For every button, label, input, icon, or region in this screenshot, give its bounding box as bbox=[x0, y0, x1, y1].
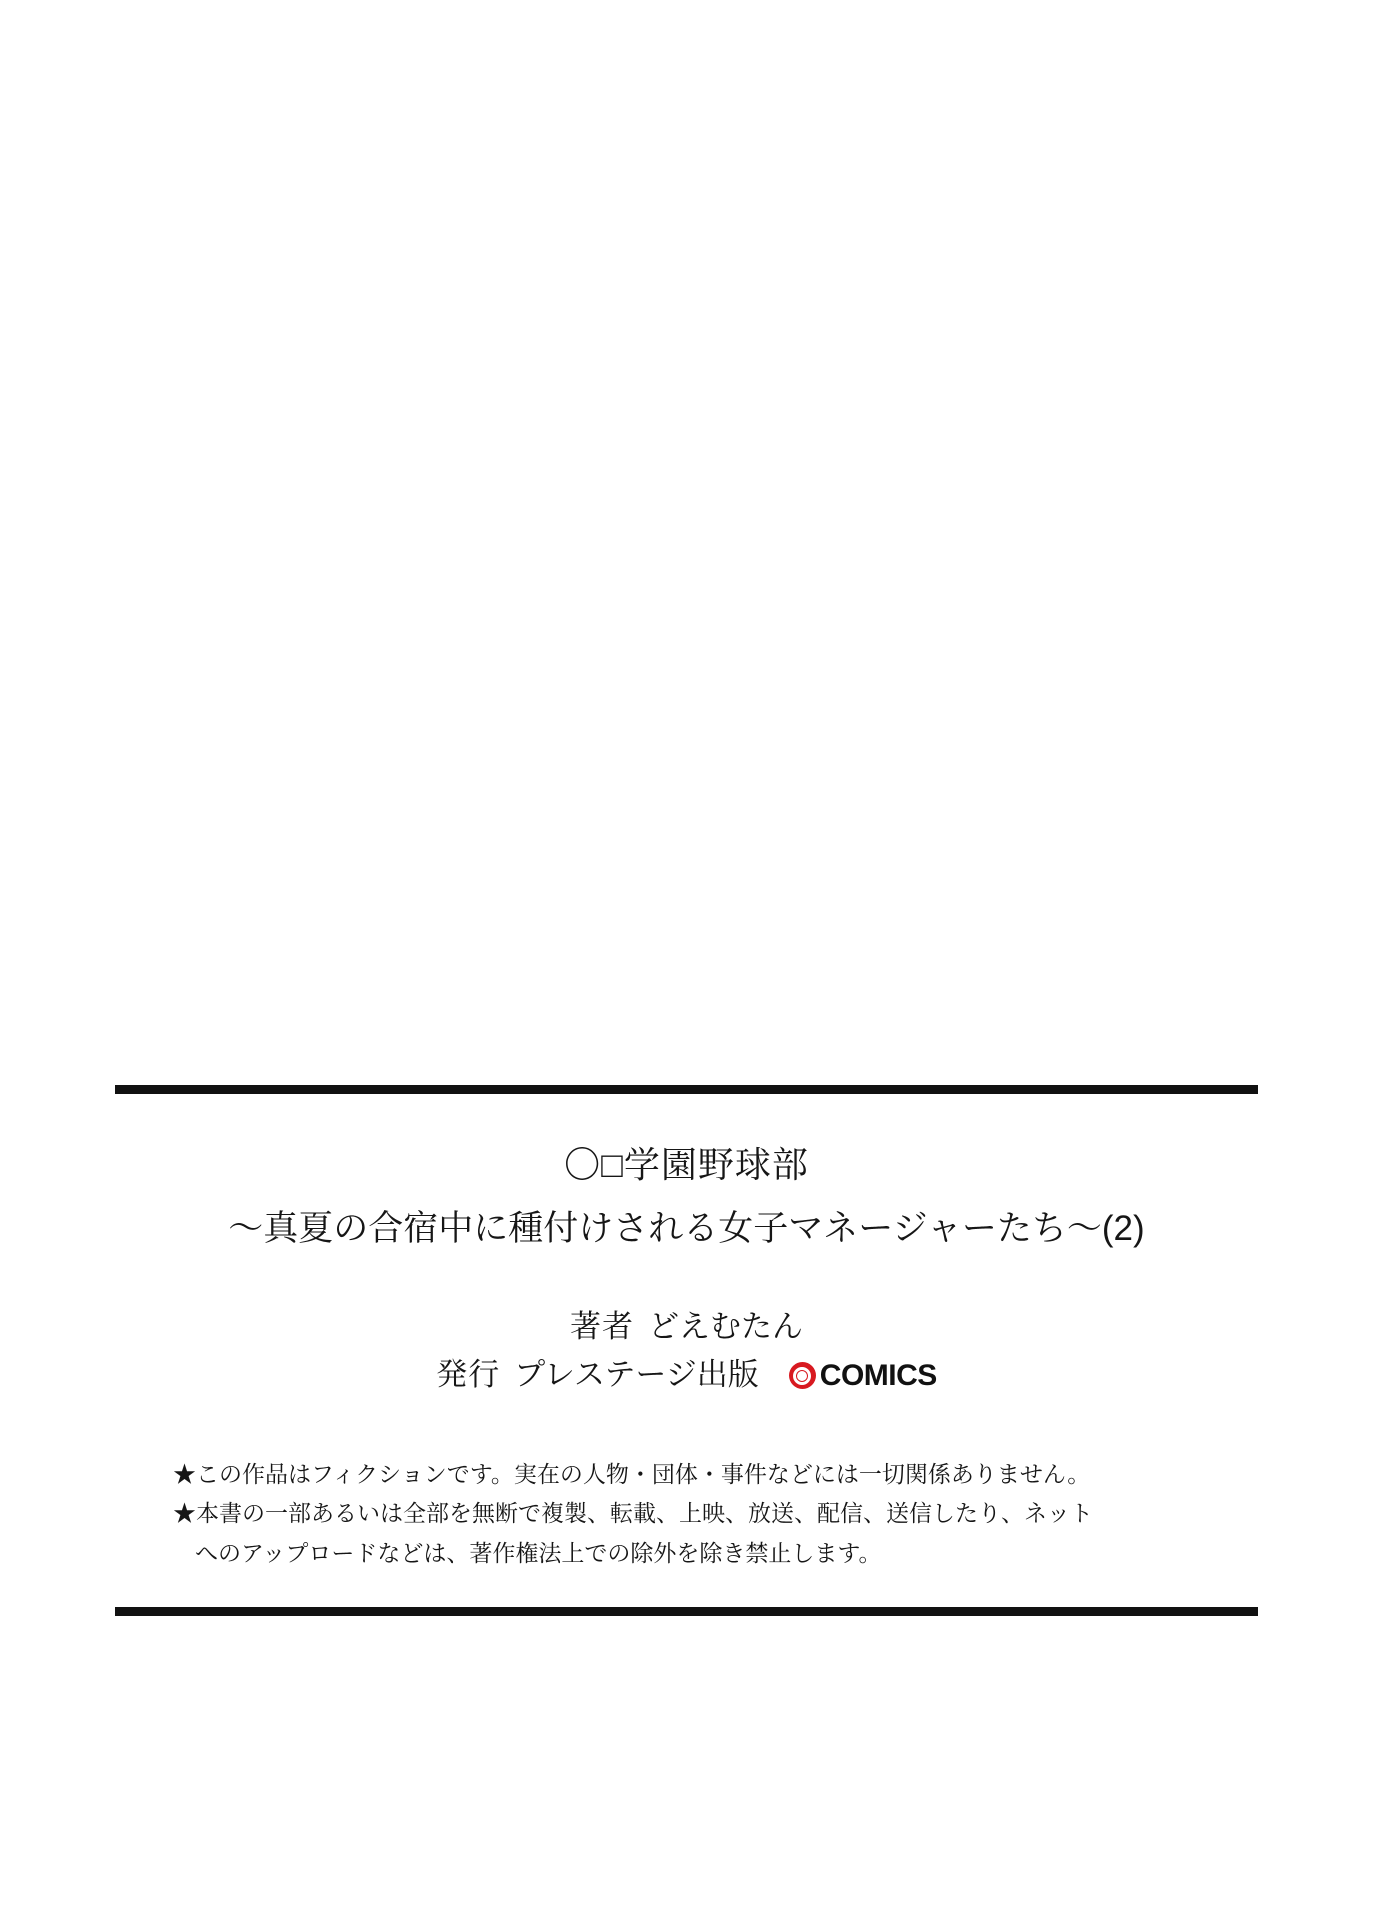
credits-block bbox=[125, 1303, 1248, 1399]
target-circle-icon bbox=[789, 1362, 816, 1389]
bottom-rule-divider bbox=[115, 1607, 1258, 1616]
comics-logo-text: COMICS bbox=[819, 1358, 937, 1392]
top-rule-divider bbox=[115, 1085, 1258, 1094]
publisher-label: 発行 bbox=[436, 1356, 501, 1392]
work-subtitle: 〜真夏の合宿中に種付けされる女子マネージャーたち〜(2) bbox=[228, 1209, 1145, 1248]
colophon-inner bbox=[115, 1142, 1258, 1573]
copyright-notice: ★本書の一部あるいは全部を無断で複製、転載、上映、放送、配信、送信したり、ネット bbox=[173, 1500, 1093, 1527]
colophon-block bbox=[115, 1085, 1258, 1616]
comics-logo bbox=[789, 1353, 937, 1400]
publisher-name: プレステージ出版 bbox=[514, 1356, 759, 1392]
publisher-row bbox=[125, 1351, 1248, 1399]
fiction-disclaimer: ★この作品はフィクションです。実在の人物・団体・事件などには一切関係ありません。 bbox=[173, 1460, 1091, 1487]
legal-notices bbox=[125, 1455, 1248, 1574]
copyright-notice-continued: へのアップロードなどは、著作権法上での除外を除き禁止します。 bbox=[195, 1539, 882, 1566]
author-label: 著者 bbox=[570, 1308, 634, 1344]
author-row bbox=[125, 1303, 1248, 1351]
work-title: 〇□学園野球部 bbox=[564, 1144, 809, 1185]
author-name: どえむたん bbox=[648, 1308, 803, 1344]
